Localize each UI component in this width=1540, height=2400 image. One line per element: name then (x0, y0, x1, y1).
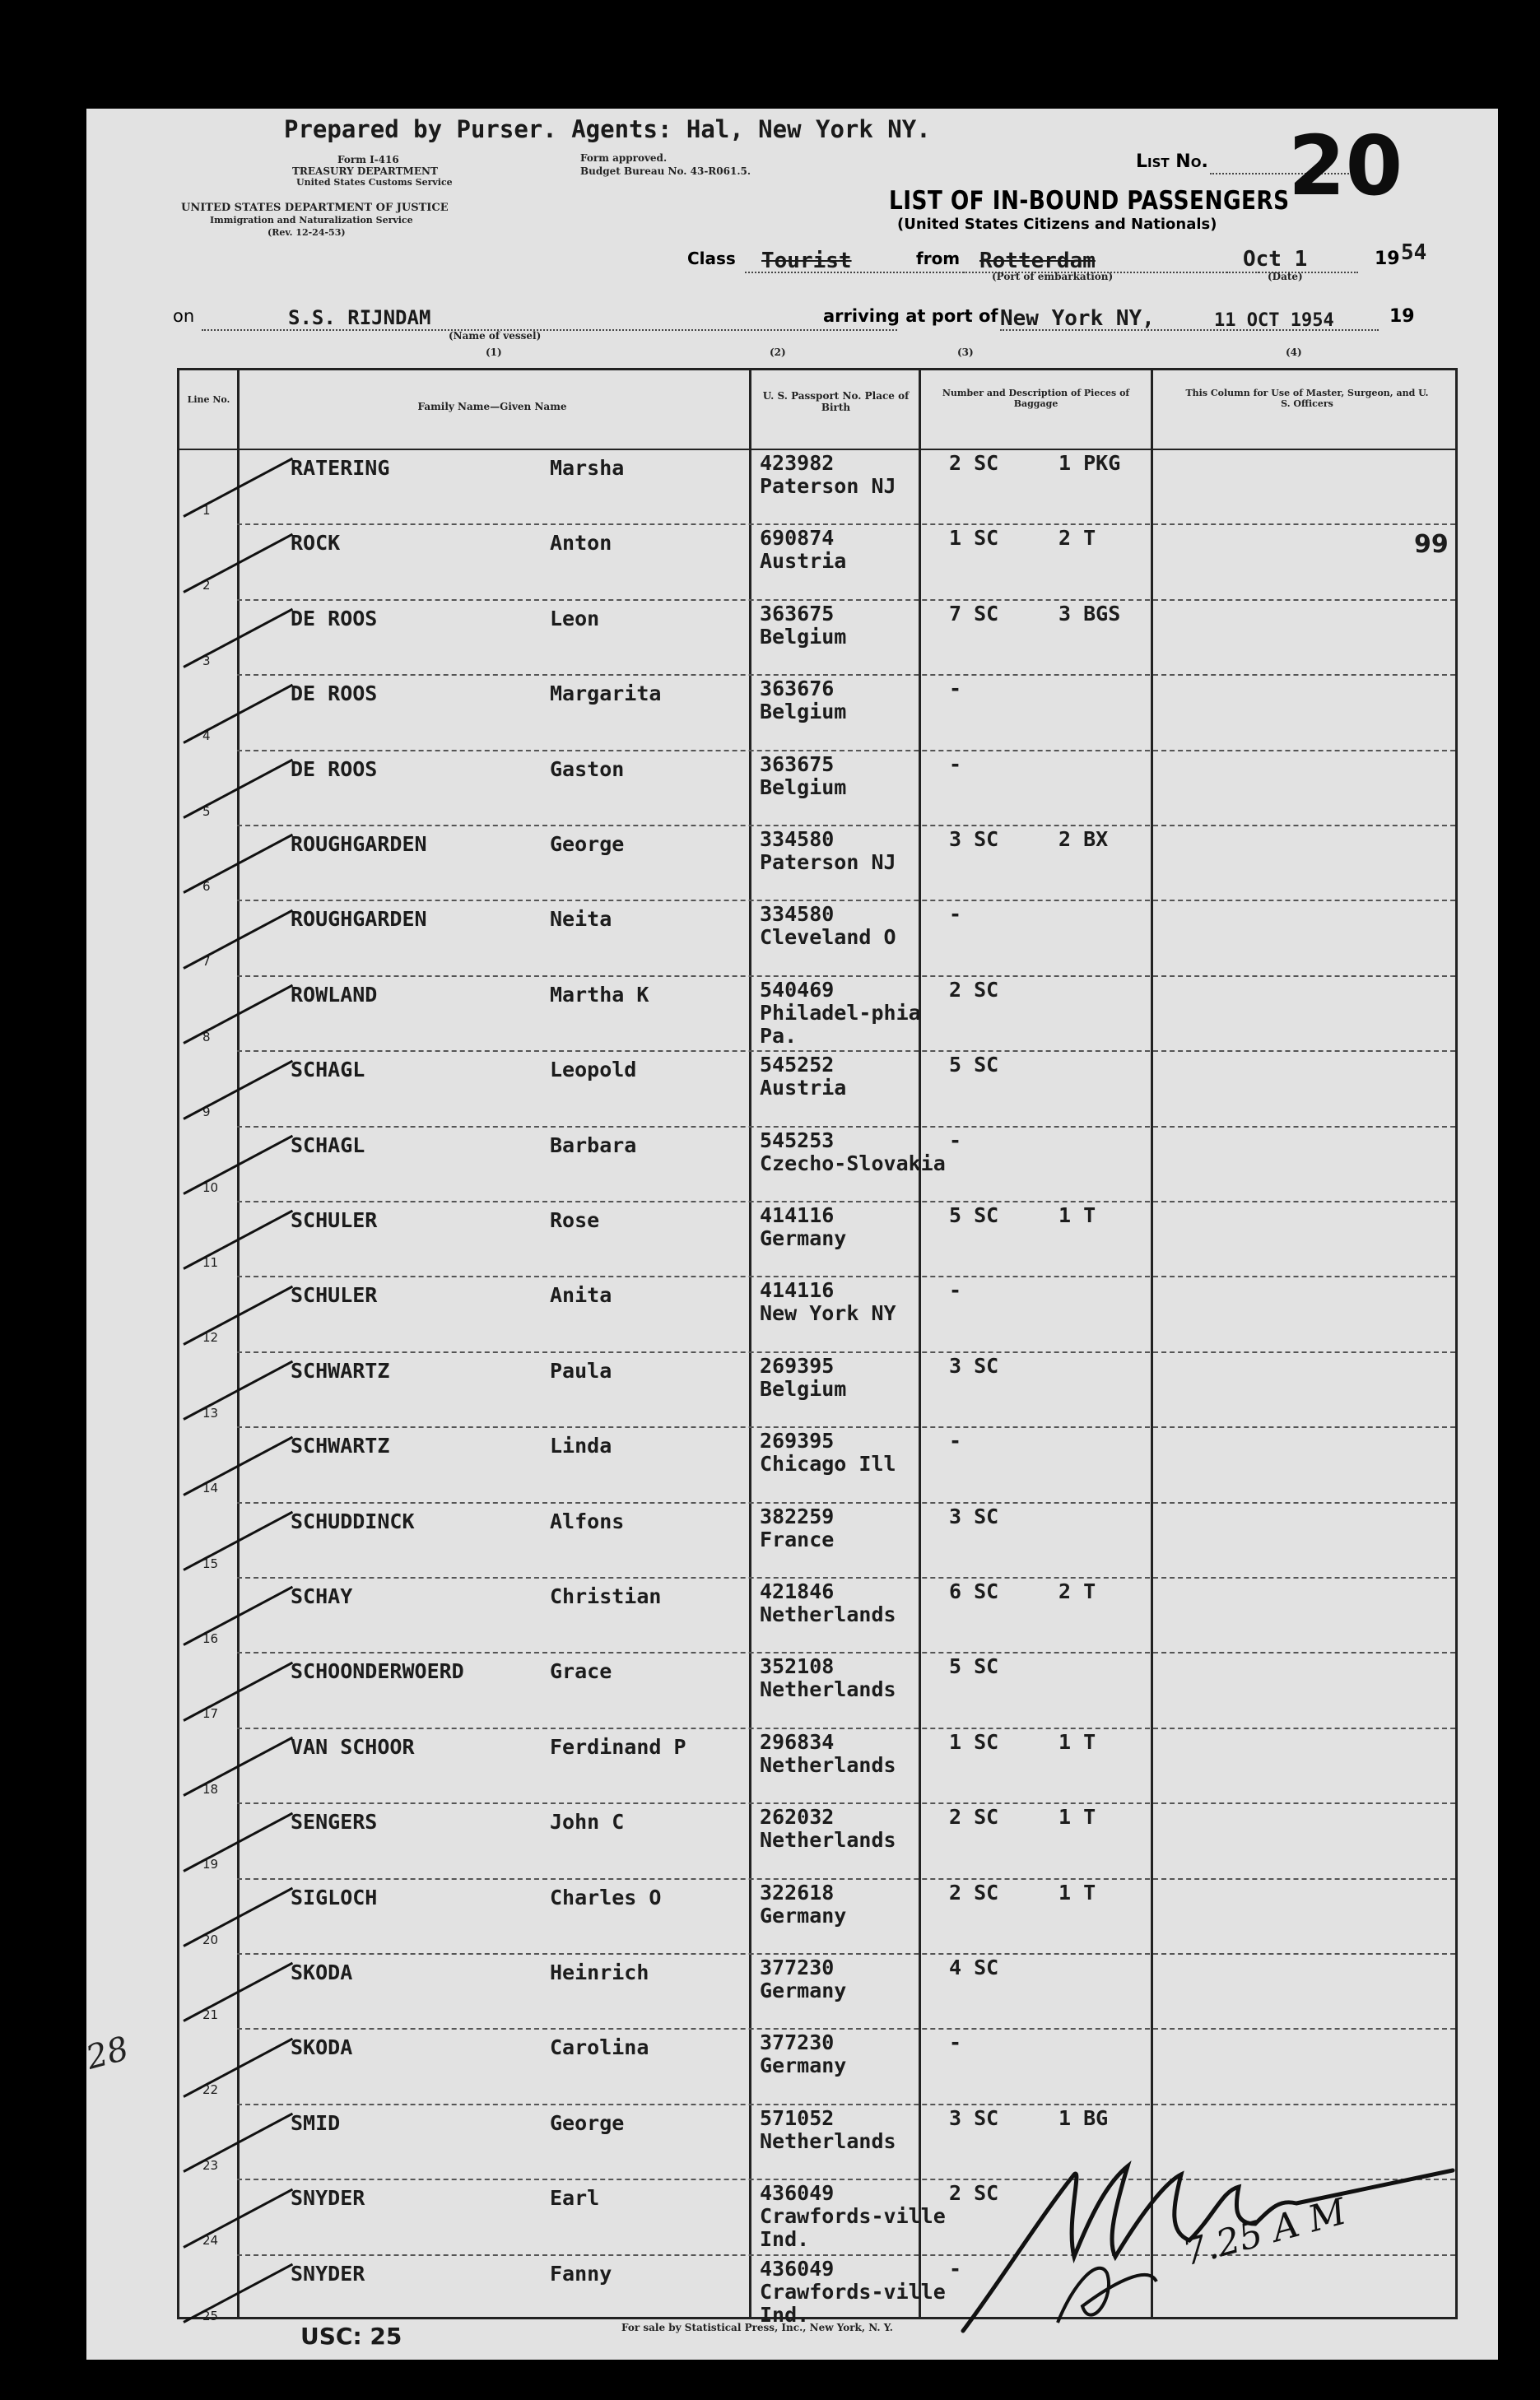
list-subtitle: (United States Citizens and Nationals) (897, 216, 1217, 233)
line-number: 22 (202, 2082, 219, 2098)
passport-number: 269395 (760, 1353, 835, 1378)
press-note: For sale by Statistical Press, Inc., New York, N. Y. (621, 2322, 893, 2333)
given-name: Fanny (550, 2261, 612, 2286)
baggage-extra: 1 T (1058, 1729, 1096, 1754)
baggage-count: - (949, 751, 962, 776)
col-index-3: (3) (957, 347, 974, 358)
passport-number: 414116 (760, 1278, 835, 1303)
passport-number: 436049 (760, 2256, 835, 2281)
given-name: Leopold (550, 1058, 637, 1082)
family-name: VAN SCHOOR (291, 1734, 415, 1759)
given-name: Gaston (550, 756, 625, 781)
place-of-birth: Paterson NJ (760, 474, 896, 498)
baggage-count: 5 SC (949, 1654, 999, 1679)
check-mark (183, 1662, 293, 1722)
given-name: John C (550, 1810, 625, 1835)
family-name: ROUGHGARDEN (291, 832, 427, 856)
from-label: from (916, 249, 961, 268)
family-name: ROWLAND (291, 982, 378, 1007)
given-name: Rose (550, 1208, 600, 1232)
passport-number: 571052 (760, 2105, 835, 2130)
given-name: Margarita (550, 681, 662, 706)
check-mark (183, 1887, 293, 1947)
table-row (179, 1351, 1455, 1426)
table-row (179, 825, 1455, 900)
arriving-label: arriving at port of (823, 306, 998, 326)
check-mark (183, 2113, 293, 2173)
passport-number: 322618 (760, 1880, 835, 1905)
place-of-birth: Cleveland O (760, 925, 896, 950)
place-of-birth: Czecho-Slovakia (760, 1151, 946, 1175)
baggage-count: - (949, 677, 962, 701)
baggage-count: - (949, 2256, 962, 2281)
officer-note: 99 (1414, 530, 1449, 560)
family-name: SCHULER (291, 1208, 378, 1232)
given-name: Linda (550, 1434, 612, 1458)
place-of-birth: Germany (760, 1903, 847, 1928)
given-name: Anita (550, 1283, 612, 1308)
place-of-birth: Crawfords-ville Ind. (760, 2204, 946, 2252)
baggage-extra: 2 T (1058, 1579, 1096, 1603)
given-name: Christian (550, 1584, 662, 1608)
col-index-4: (4) (1286, 347, 1302, 358)
line-number: 20 (202, 1932, 219, 1947)
family-name: SCHWARTZ (291, 1358, 390, 1383)
table-row (179, 900, 1455, 974)
year-suffix: 54 (1401, 240, 1427, 265)
baggage-count: 2 SC (949, 451, 999, 475)
place-of-birth: Germany (760, 1979, 847, 2002)
given-name: George (550, 2110, 625, 2135)
line-number: 19 (202, 1857, 219, 1872)
passport-number: 377230 (760, 1956, 835, 1979)
header-line-no: Line No. (187, 394, 230, 405)
check-mark (183, 533, 293, 593)
baggage-count: 5 SC (949, 1053, 999, 1077)
table-row (179, 1050, 1455, 1125)
check-mark (183, 1511, 293, 1571)
baggage-extra: 1 T (1058, 1805, 1096, 1830)
baggage-extra: 1 T (1058, 1203, 1096, 1227)
baggage-count: - (949, 1128, 962, 1152)
baggage-count: 7 SC (949, 601, 999, 626)
passport-number: 423982 (760, 451, 835, 475)
class-label: Class (687, 249, 736, 268)
header-baggage: Number and Description of Pieces of Baggage (942, 388, 1130, 409)
margin-note: 28 (81, 2030, 133, 2077)
table-row (179, 1953, 1455, 2028)
given-name: Earl (550, 2186, 600, 2211)
form-approved: Form approved. (580, 152, 668, 164)
baggage-count: 2 SC (949, 1805, 999, 1830)
check-mark (183, 1360, 293, 1421)
arrival-port: New York NY, (1000, 306, 1155, 331)
table-row (179, 1802, 1455, 1877)
prepared-by-line: Prepared by Purser. Agents: Hal, New York NY. (284, 115, 931, 143)
family-name: RATERING (291, 456, 390, 480)
baggage-count: - (949, 1429, 962, 1453)
line-number: 7 (202, 954, 211, 970)
baggage-count: 1 SC (949, 526, 999, 551)
baggage-count: - (949, 1278, 962, 1303)
passport-number: 334580 (760, 902, 835, 927)
baggage-count: 3 SC (949, 1504, 999, 1528)
check-mark (183, 1586, 293, 1646)
baggage-extra: 1 T (1058, 1880, 1096, 1905)
from-port: Rotterdam (979, 249, 1096, 273)
family-name: SNYDER (291, 2261, 365, 2286)
line-number: 12 (202, 1330, 219, 1346)
revision: (Rev. 12-24-53) (268, 227, 346, 238)
date-caption: (Date) (1268, 271, 1303, 282)
passport-number: 296834 (760, 1729, 835, 1754)
passport-number: 545253 (760, 1128, 835, 1152)
family-name: SCHAGL (291, 1133, 365, 1157)
place-of-birth: Netherlands (760, 2128, 896, 2153)
budget-bureau: Budget Bureau No. 43-R061.5. (580, 165, 751, 177)
passport-number: 334580 (760, 827, 835, 851)
passport-number: 363675 (760, 601, 835, 626)
given-name: Paula (550, 1358, 612, 1383)
check-mark (183, 683, 293, 743)
vessel-name: S.S. RIJNDAM (288, 306, 431, 329)
table-row (179, 1126, 1455, 1201)
baggage-count: 3 SC (949, 827, 999, 851)
given-name: Barbara (550, 1133, 637, 1157)
family-name: SMID (291, 2110, 341, 2135)
check-mark (183, 834, 293, 894)
form-number: Form I-416 (337, 154, 399, 165)
table-row (179, 1878, 1455, 1953)
place-of-birth: Crawfords-ville Ind. (760, 2279, 946, 2327)
header-officers: This Column for Use of Master, Surgeon, and U. S. Officers (1185, 388, 1429, 409)
family-name: SNYDER (291, 2186, 365, 2211)
given-name: Marsha (550, 456, 625, 480)
check-mark (183, 1962, 293, 2022)
line-number: 21 (202, 2007, 219, 2022)
given-name: Charles O (550, 1885, 662, 1909)
line-number: 5 (202, 803, 211, 819)
place-of-birth: Belgium (760, 1376, 847, 1401)
family-name: SCHOONDERWOERD (291, 1659, 464, 1684)
check-mark (183, 1059, 293, 1119)
family-name: DE ROOS (291, 756, 378, 781)
check-mark (183, 608, 293, 668)
line-number: 16 (202, 1631, 219, 1646)
check-mark (183, 2263, 293, 2323)
check-mark (183, 2188, 293, 2248)
usc-count: USC: 25 (300, 2323, 402, 2350)
list-no-label: List No. (1136, 151, 1208, 172)
table-row (179, 449, 1455, 523)
table-row (179, 523, 1455, 598)
table-row (179, 1276, 1455, 1351)
line-number: 2 (202, 578, 211, 593)
place-of-birth: Belgium (760, 700, 847, 724)
table-row (179, 1652, 1455, 1727)
place-of-birth: Austria (760, 1076, 847, 1100)
vessel-caption: (Name of vessel) (449, 330, 542, 342)
given-name: George (550, 832, 625, 856)
table-row (179, 1728, 1455, 1802)
check-mark (183, 1737, 293, 1797)
baggage-count: 2 SC (949, 2181, 999, 2206)
given-name: Leon (550, 606, 600, 630)
given-name: Grace (550, 1659, 612, 1684)
baggage-count: 3 SC (949, 2105, 999, 2130)
line-number: 24 (202, 2233, 219, 2249)
line-number: 9 (202, 1105, 211, 1120)
check-mark (183, 759, 293, 819)
arrival-year: 19 (1389, 306, 1415, 327)
line-number: 4 (202, 728, 211, 744)
baggage-count: 2 SC (949, 977, 999, 1002)
table-row (179, 599, 1455, 674)
family-name: SIGLOCH (291, 1885, 378, 1909)
passport-number: 363676 (760, 677, 835, 701)
line-number: 8 (202, 1029, 211, 1044)
place-of-birth: Austria (760, 549, 847, 574)
passport-number: 421846 (760, 1579, 835, 1603)
header-name: Family Name—Given Name (417, 401, 567, 412)
treasury-dept: TREASURY DEPARTMENT (292, 165, 438, 177)
customs-service: United States Customs Service (296, 177, 453, 188)
line-number: 13 (202, 1405, 219, 1421)
check-mark (183, 458, 293, 518)
place-of-birth: Germany (760, 1226, 847, 1250)
line-number: 17 (202, 1706, 219, 1722)
place-of-birth: Belgium (760, 624, 847, 649)
given-name: Alfons (550, 1509, 625, 1533)
table-row (179, 1502, 1455, 1577)
check-mark (183, 1812, 293, 1872)
given-name: Heinrich (550, 1960, 649, 1984)
family-name: SENGERS (291, 1810, 378, 1835)
list-title: LIST OF IN-BOUND PASSENGERS (889, 186, 1290, 216)
arrival-date-stamp: 11 OCT 1954 (1214, 310, 1334, 331)
class-value: Tourist (761, 249, 852, 273)
justice-dept: UNITED STATES DEPARTMENT OF JUSTICE (181, 202, 449, 214)
check-mark (183, 909, 293, 970)
family-name: SKODA (291, 1960, 353, 1984)
table-row (179, 1201, 1455, 1276)
baggage-extra: 1 PKG (1058, 451, 1121, 475)
passport-number: 690874 (760, 526, 835, 551)
passenger-table (177, 368, 1458, 2327)
passport-number: 540469 (760, 977, 835, 1002)
baggage-count: 2 SC (949, 1880, 999, 1905)
check-mark (183, 984, 293, 1044)
family-name: DE ROOS (291, 606, 378, 630)
baggage-extra: 2 T (1058, 526, 1096, 551)
family-name: SCHAY (291, 1584, 353, 1608)
passport-number: 436049 (760, 2181, 835, 2206)
passport-number: 352108 (760, 1654, 835, 1679)
table-row (179, 1426, 1455, 1501)
place-of-birth: Philadel-phia Pa. (760, 1000, 921, 1048)
baggage-count: 3 SC (949, 1353, 999, 1378)
family-name: SCHWARTZ (291, 1434, 390, 1458)
given-name: Anton (550, 531, 612, 556)
on-label: on (173, 306, 195, 326)
family-name: SCHAGL (291, 1058, 365, 1082)
baggage-count: - (949, 2030, 962, 2055)
check-mark (183, 1210, 293, 1270)
place-of-birth: New York NY (760, 1301, 896, 1326)
given-name: Ferdinand P (550, 1734, 686, 1759)
place-of-birth: Paterson NJ (760, 850, 896, 874)
check-mark (183, 1286, 293, 1346)
check-mark (183, 1135, 293, 1195)
line-number: 11 (202, 1255, 219, 1270)
baggage-count: 4 SC (949, 1956, 999, 1979)
line-number: 18 (202, 1781, 219, 1797)
ins-service: Immigration and Naturalization Service (210, 215, 413, 226)
passport-number: 377230 (760, 2030, 835, 2055)
table-row (179, 2028, 1455, 2103)
place-of-birth: Netherlands (760, 1752, 896, 1777)
from-date: Oct 1 (1243, 247, 1308, 272)
header-passport: U. S. Passport No. Place of Birth (762, 390, 910, 413)
passport-number: 262032 (760, 1805, 835, 1830)
line-number: 10 (202, 1179, 219, 1195)
vessel-underline (202, 329, 897, 331)
passport-number: 382259 (760, 1504, 835, 1528)
line-number: 14 (202, 1481, 219, 1496)
check-mark (183, 1435, 293, 1495)
place-of-birth: Netherlands (760, 1602, 896, 1626)
passport-number: 363675 (760, 751, 835, 776)
baggage-extra: 3 BGS (1058, 601, 1121, 626)
baggage-extra: 2 BX (1058, 827, 1109, 851)
table-row (179, 674, 1455, 749)
baggage-count: 5 SC (949, 1203, 999, 1227)
place-of-birth: Netherlands (760, 1828, 896, 1853)
given-name: Carolina (550, 2035, 649, 2060)
from-caption: (Port of embarkation) (992, 271, 1114, 282)
place-of-birth: Belgium (760, 774, 847, 799)
baggage-count: 6 SC (949, 1579, 999, 1603)
passport-number: 545252 (760, 1053, 835, 1077)
signature-time: 7.25 A M (1178, 2190, 1351, 2275)
line-number: 3 (202, 653, 211, 668)
passport-number: 269395 (760, 1429, 835, 1453)
baggage-count: 1 SC (949, 1729, 999, 1754)
list-number: 20 (1288, 118, 1403, 214)
table-row (179, 1577, 1455, 1652)
table-row (179, 750, 1455, 825)
given-name: Martha K (550, 982, 649, 1007)
check-mark (183, 2038, 293, 2098)
line-number: 15 (202, 1556, 219, 1571)
place-of-birth: Netherlands (760, 1677, 896, 1702)
col-index-1: (1) (486, 347, 502, 358)
col-index-2: (2) (770, 347, 786, 358)
year-prefix: 19 (1375, 249, 1400, 269)
given-name: Neita (550, 907, 612, 932)
family-name: ROCK (291, 531, 341, 556)
form-page (81, 109, 1498, 2360)
line-number: 1 (202, 503, 211, 518)
place-of-birth: Germany (760, 2053, 847, 2078)
line-number: 23 (202, 2157, 219, 2173)
family-name: ROUGHGARDEN (291, 907, 427, 932)
passport-number: 414116 (760, 1203, 835, 1227)
place-of-birth: France (760, 1527, 835, 1551)
line-number: 25 (202, 2308, 219, 2323)
table-row (179, 975, 1455, 1050)
line-number: 6 (202, 879, 211, 894)
family-name: SKODA (291, 2035, 353, 2060)
family-name: SCHUDDINCK (291, 1509, 415, 1533)
baggage-extra: 1 BG (1058, 2105, 1109, 2130)
family-name: DE ROOS (291, 681, 378, 706)
family-name: SCHULER (291, 1283, 378, 1308)
place-of-birth: Chicago Ill (760, 1452, 896, 1477)
baggage-count: - (949, 902, 962, 927)
